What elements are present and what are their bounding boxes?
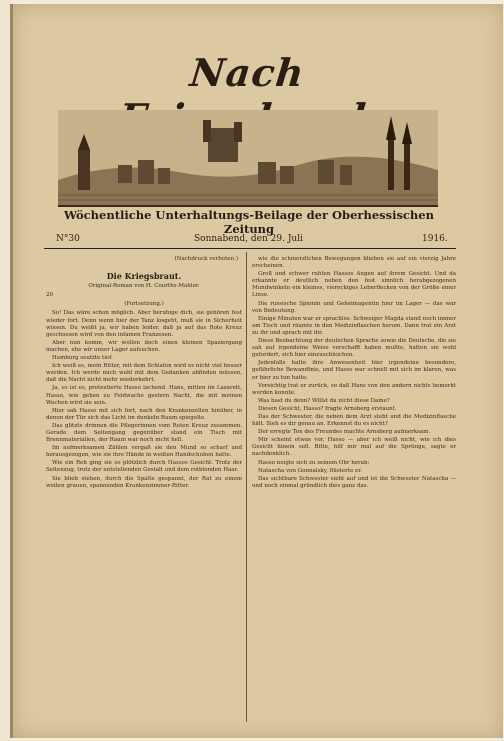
masthead-title: Nach [187,50,307,95]
paragraph: So! Das wäre schon möglich. Aber beruhige dich, sie gehören fest wieder fort. Denn wenn hier der Tanz losgeht, muß sie in Sicherheit wissen. Du weißt ja, wir haben leider, daß ja auf das Rote Kreuz geschossen wird von den infamen Franzosen. [46,310,242,338]
paragraph: Jedenfalls hatte ihre Anwesenheit hier irgendeine besondere, gefährliche Bewandtnis, und Hasso war schnell mit sich im klaren, was er hier zu tun hatte. [252,360,456,381]
paragraph: Hasso neigte sich zu seinem Ohr herab: [258,459,370,466]
left-column [46,256,242,491]
issue-date: Sonnabend, den 29. Juli [194,234,303,244]
column-divider [246,252,247,722]
dateline [44,234,456,249]
article-title: Die Kriegsbraut. [106,271,182,282]
paragraph: Ja, so ist es, protestierte Hasso lachend. Hans, mitten im Lazarett, Hasso, wie gehen zu Feldwache gestern Nacht, die mit meinen Wachen wird sie sein. [46,385,242,406]
paragraph: Natascha von Gonnalsky, flüsterte er. [258,467,362,474]
issue-number: N°30 [56,234,80,244]
paragraph: Die russische Spionin und Geheimagentin hier im Lager — das war von Bedeutung. [252,300,456,314]
paragraph: Das glitzte drinnen die Pflegerinnen vom Roten Kreuz zusammen. Gerade dem Seitengang gegenüber stand ein Tisch mit Brennmaterialien, der Raum war noch nicht hell. [46,422,242,444]
paragraph: Ich weiß es, mein Ritter, mit dem Schlafen wird es nicht viel besser werden. Ich werde mich wohl mit dem Gedanken abfinden müssen, daß die Nacht nicht mehr wiederkehrt. [46,363,242,384]
paragraph: Was hast du denn? Willst du nicht diese Dame? [258,397,390,404]
paragraph: Der erregte Ton des Freundes machte Arnsberg aufmerksam. [258,429,431,436]
masthead-subtitle: Wöchentliche Unterhaltungs-Beilage der Oberhessischen Zeitung [64,208,434,236]
left-margin-strip [0,0,10,741]
article-byline: Original-Roman von H. Courths-Mahler. [88,283,200,290]
paragraph: Diese Beobachtung der deutschen Sprache sowie die Deutsche, die sie sah auf irgendeine Weise verschafft haben mußte, hatten sie wohl gefordert, sich hier einzuschleichen. [252,338,456,359]
paragraph: Groß und schwer ruhten Hassos Augen auf ihrem Gesicht. Und da erkannte er deutlich neben den fest sinnlich herabgezogenen Mundwinkeln ein kleines, viereckiges Leberflecken von der Größe einer Linse. [252,271,456,299]
right-column [252,256,456,491]
paragraph: Diesen Gesicht, Hasso? fragte Arnsberg erstaunt. [258,405,397,412]
paragraph: Im aufmerksamen Zählen vergaß sie den Mund so scharf und herausgezogen, wie sie ihre Hände in weißen Handschuhen hatte. [46,445,242,459]
paragraph: Hamburg seufzte tief. [52,355,113,362]
paragraph: Aber nun komm, wir wollen doch einen kleinen Spaziergang machen, ehe wir unser Lager aufsuchen. [46,339,242,353]
paragraph: Einige Minuten war er sprachlos. Schweiger Magda stand noch immer am Tisch und räumte in den Medizinflaschen herum. Dann trat ein Arzt zu ihr und sprach mit ihr. [252,315,456,336]
paragraph: Hier sah Hasso mit sich fort, nach den Krankenzellen hinüber, in denen der Tür sich das Licht im dunkeln Raum spiegelte. [46,407,242,421]
issue-year: 1916. [422,234,448,244]
paragraph: wie die schmerzlichen Bewegungen blieben sie auf ein vierzig Jahre erscheinen. [252,256,456,270]
continued-note: (Fortsetzung.) [124,301,164,308]
paragraph: Mir scheint etwas vor, Hasso — aber ich weiß nicht, wie ich dies Gesicht hinein soll. Bitte, hilf mir mal auf die Sprünge, sagte er nachdenklich. [252,437,456,458]
paragraph: Sie blieb stehen, durch die Spalte gespannt, der Rat zu einem weiten grauen, spannenden Krankenzimmer-Ritter. [46,475,242,489]
paragraph: Das der Schwester, die neben dem Arzt steht und die Medizinflasche hält. Sieh es dir genau an. Erkennst du es nicht? [252,413,456,428]
paragraph: Das sichtbare Schwester sieht auf und ist die Schwester Natascha — und noch einmal gründlich dies ganz das. [252,475,456,489]
paragraph: Wie ein Reh ging sie so plötzlich durch Hassos Gesicht. Trotz der Seitenzug, trotz der entstellenden Gestalt und dem rotblonden Haar. [46,460,242,474]
paragraph: Vorsichtig trat er zurück, so daß Hans von den andern nichts bemerkt werden konnte. [252,382,456,396]
reprint-note: (Nachdruck verboten.) [174,256,238,262]
installment-number: 20 [46,292,53,299]
town-illustration [58,110,438,207]
